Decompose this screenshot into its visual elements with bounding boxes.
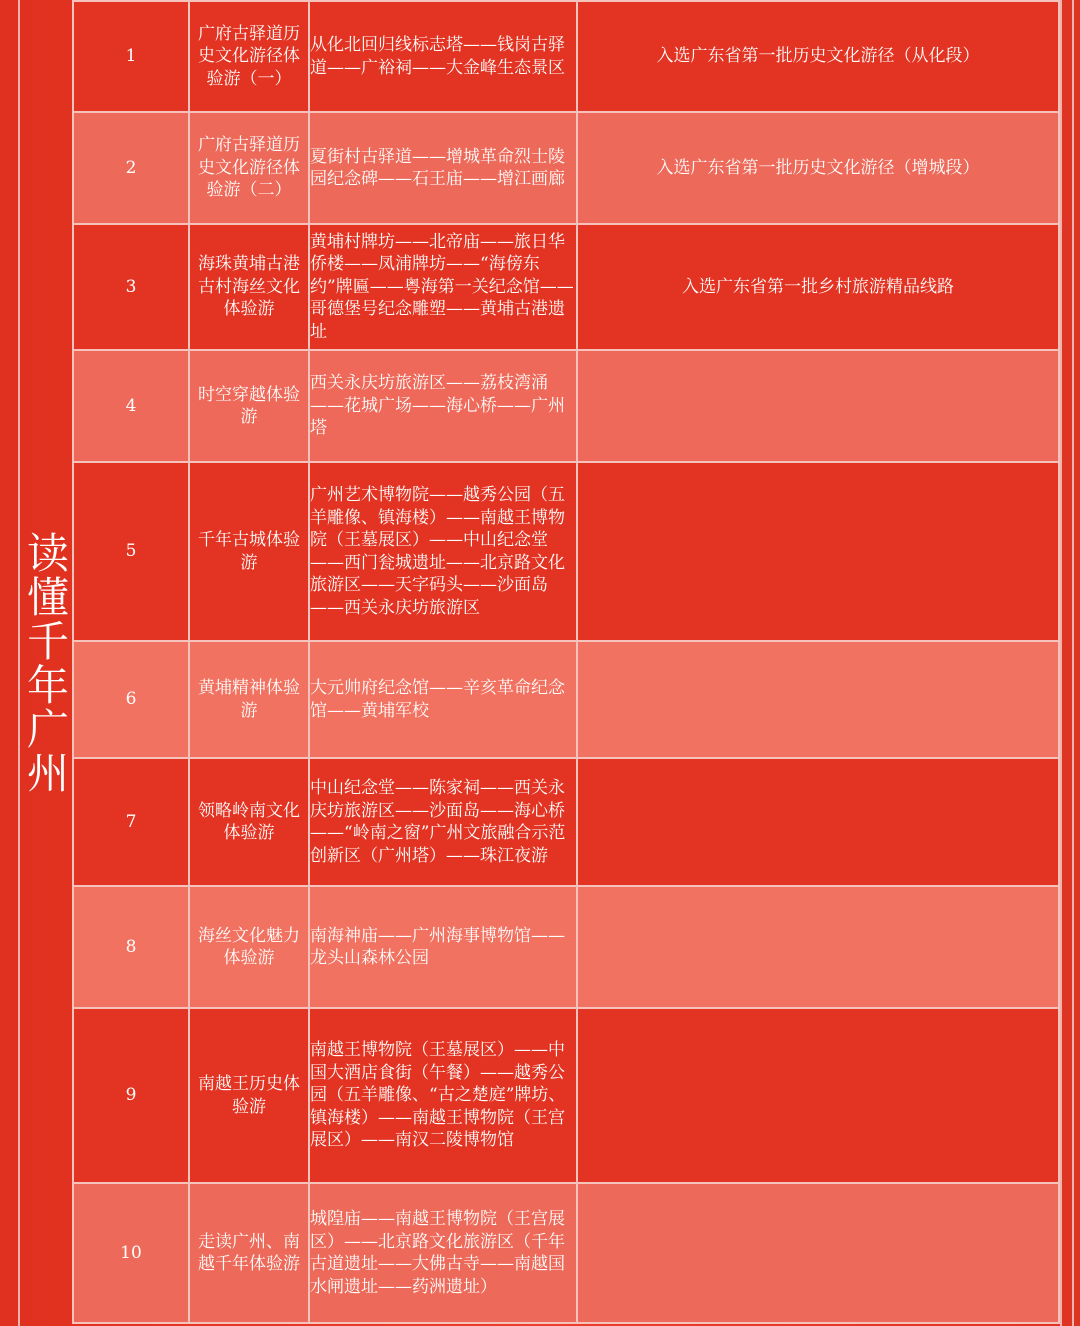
route-note (577, 1008, 1059, 1183)
frame-line-right-inner (1060, 0, 1062, 1326)
route-name: 走读广州、南越千年体验游 (189, 1183, 309, 1323)
row-number: 9 (73, 1008, 189, 1183)
row-number: 2 (73, 112, 189, 224)
route-name: 时空穿越体验游 (189, 350, 309, 462)
table-row (73, 224, 1059, 350)
route-stops: 城隍庙——南越王博物院（王宫展区）——北京路文化旅游区（千年古道遗址——大佛古寺——南越国水闸遗址——药洲遗址） (309, 1183, 577, 1323)
route-name: 海丝文化魅力体验游 (189, 886, 309, 1008)
table-row (73, 1183, 1059, 1323)
route-note: 入选广东省第一批历史文化游径（从化段） (577, 1, 1059, 112)
route-note (577, 350, 1059, 462)
row-number: 4 (73, 350, 189, 462)
route-name: 南越王历史体验游 (189, 1008, 309, 1183)
route-note (577, 1183, 1059, 1323)
row-number: 7 (73, 758, 189, 886)
frame-line-right-outer (1072, 0, 1074, 1326)
table-row (73, 886, 1059, 1008)
row-number: 8 (73, 886, 189, 1008)
route-note (577, 462, 1059, 641)
row-number: 1 (73, 1, 189, 112)
row-number: 3 (73, 224, 189, 350)
route-stops: 夏街村古驿道——增城革命烈士陵园纪念碑——石王庙——增江画廊 (309, 112, 577, 224)
row-number: 5 (73, 462, 189, 641)
table-row (73, 350, 1059, 462)
route-stops: 南越王博物院（王墓展区）——中国大酒店食街（午餐）——越秀公园（五羊雕像、“古之楚庭”牌坊、镇海楼）——南越王博物院（王宫展区）——南汉二陵博物馆 (309, 1008, 577, 1183)
table-row (73, 112, 1059, 224)
route-note (577, 758, 1059, 886)
row-number: 10 (73, 1183, 189, 1323)
route-note (577, 886, 1059, 1008)
table-row (73, 1008, 1059, 1183)
table-row (73, 758, 1059, 886)
route-name: 广府古驿道历史文化游径体验游（二） (189, 112, 309, 224)
route-note: 入选广东省第一批乡村旅游精品线路 (577, 224, 1059, 350)
route-table (72, 0, 1060, 1324)
route-stops: 广州艺术博物院——越秀公园（五羊雕像、镇海楼）——南越王博物院（王墓展区）——中山纪念堂——西门瓮城遗址——北京路文化旅游区——天字码头——沙面岛——西关永庆坊旅游区 (309, 462, 577, 641)
route-stops: 西关永庆坊旅游区——荔枝湾涌——花城广场——海心桥——广州塔 (309, 350, 577, 462)
table-row (73, 641, 1059, 758)
table-row (73, 462, 1059, 641)
row-number: 6 (73, 641, 189, 758)
route-stops: 南海神庙——广州海事博物馆——龙头山森林公园 (309, 886, 577, 1008)
route-name: 黄埔精神体验游 (189, 641, 309, 758)
route-note (577, 641, 1059, 758)
table-row (73, 1, 1059, 112)
section-title-cell (20, 0, 70, 1326)
route-stops: 中山纪念堂——陈家祠——西关永庆坊旅游区——沙面岛——海心桥——“岭南之窗”广州文旅融合示范创新区（广州塔）——珠江夜游 (309, 758, 577, 886)
route-name: 领略岭南文化体验游 (189, 758, 309, 886)
route-name: 海珠黄埔古港古村海丝文化体验游 (189, 224, 309, 350)
section-title: 读懂千年广州 (21, 531, 70, 795)
route-name: 广府古驿道历史文化游径体验游（一） (189, 1, 309, 112)
route-stops: 从化北回归线标志塔——钱岗古驿道——广裕祠——大金峰生态景区 (309, 1, 577, 112)
route-name: 千年古城体验游 (189, 462, 309, 641)
route-note: 入选广东省第一批历史文化游径（增城段） (577, 112, 1059, 224)
route-stops: 大元帅府纪念馆——辛亥革命纪念馆——黄埔军校 (309, 641, 577, 758)
route-stops: 黄埔村牌坊——北帝庙——旅日华侨楼——凤浦牌坊——“海傍东约”牌匾——粤海第一关纪念馆——哥德堡号纪念雕塑——黄埔古港遗址 (309, 224, 577, 350)
